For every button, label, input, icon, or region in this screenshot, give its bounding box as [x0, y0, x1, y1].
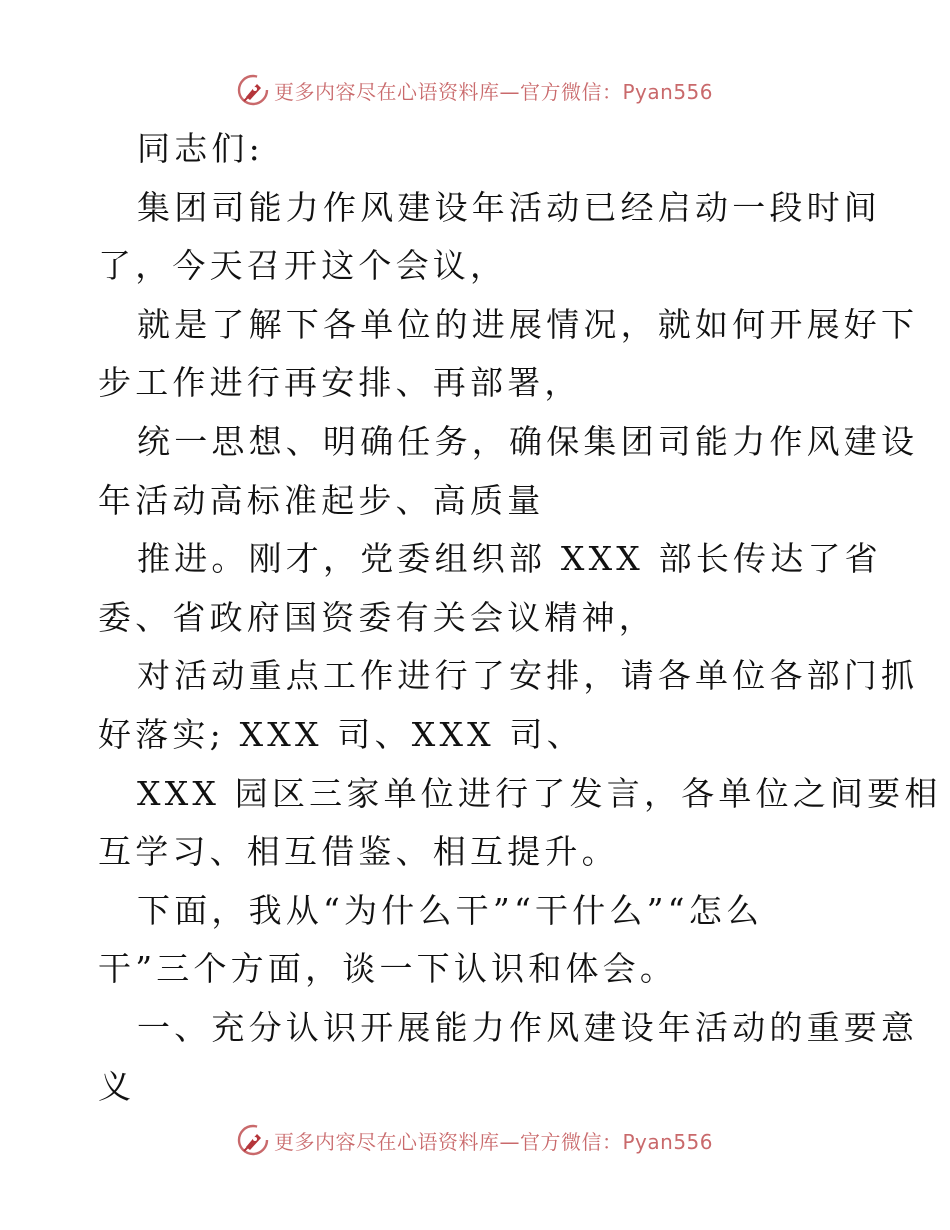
- watermark-text: 更多内容尽在心语资料库—官方微信：Pyan556: [274, 1129, 714, 1154]
- paragraph-line: 干”三个方面，谈一下认识和体会。: [98, 949, 678, 989]
- paragraph-line: 就是了解下各单位的进展情况，就如何开展好下: [137, 304, 919, 344]
- paragraph-line: 同志们:: [137, 129, 264, 168]
- paragraph-line: 步工作进行再安排、再部署，: [98, 363, 582, 403]
- paragraph-line: 下面，我从“为什么干”“干什么”“怎么: [137, 890, 764, 930]
- paragraph-line: 了，今天召开这个会议，: [98, 246, 508, 286]
- pen-nib-logo-icon: [236, 1123, 270, 1157]
- paragraph-line: 推进。刚才，党委组织部 XXX 部长传达了省: [137, 539, 882, 579]
- section-heading-line: 一、充分认识开展能力作风建设年活动的重要意: [137, 1007, 919, 1047]
- paragraph-line: 好落实; XXX 司、XXX 司、: [98, 714, 584, 754]
- paragraph-line: 统一思想、明确任务，确保集团司能力作风建设: [137, 421, 919, 461]
- watermark-text: 更多内容尽在心语资料库—官方微信：Pyan556: [274, 79, 714, 104]
- pen-nib-logo-icon: [236, 73, 270, 107]
- paragraph-line: XXX 园区三家单位进行了发言，各单位之间要相: [137, 773, 942, 813]
- section-heading-line: 义: [98, 1066, 136, 1106]
- paragraph-line: 互学习、相互借鉴、相互提升。: [98, 832, 619, 872]
- paragraph-line: 委、省政府国资委有关会议精神，: [98, 597, 656, 637]
- paragraph-line: 集团司能力作风建设年活动已经启动一段时间: [137, 187, 881, 227]
- header-watermark: [236, 72, 713, 108]
- document-body: [98, 120, 942, 1116]
- paragraph-line: 年活动高标准起步、高质量: [98, 480, 545, 520]
- footer-watermark: [236, 1122, 713, 1158]
- paragraph-line: 对活动重点工作进行了安排，请各单位各部门抓: [137, 656, 919, 696]
